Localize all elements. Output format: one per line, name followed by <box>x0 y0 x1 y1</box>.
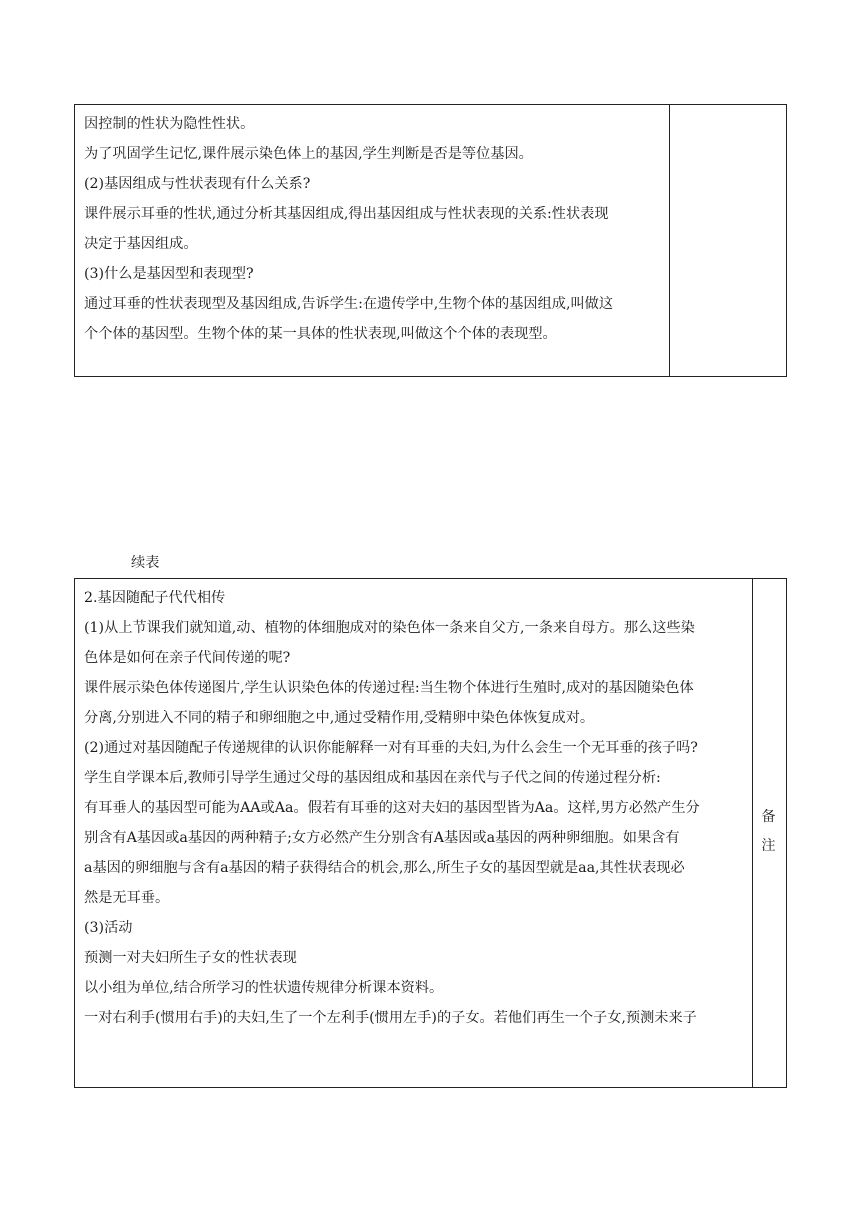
content-line: 通过耳垂的性状表现型及基因组成,告诉学生:在遗传学中,生物个体的基因组成,叫做这 <box>84 296 614 312</box>
content-line: 学生自学课本后,教师引导学生通过父母的基因组成和基因在亲代与子代之间的传递过程分析: <box>84 770 661 786</box>
remark-char: 备 <box>761 809 776 825</box>
content-line: (2)基因组成与性状表现有什么关系? <box>84 176 311 192</box>
content-line: a基因的卵细胞与含有a基因的精子获得结合的机会,那么,所生子女的基因型就是aa,其性状表现必 <box>84 860 685 876</box>
notes-cell-empty <box>668 105 786 376</box>
lesson-content-cell <box>75 105 670 376</box>
content-line: 个个体的基因型。生物个体的某一具体的性状表现,叫做这个个体的表现型。 <box>84 326 557 342</box>
content-line: (3)活动 <box>84 920 133 936</box>
content-line: 以小组为单位,结合所学习的性状遗传规律分析课本资料。 <box>84 980 444 996</box>
content-line: 别含有A基因或a基因的两种精子;女方必然产生分别含有A基因或a基因的两种卵细胞。如果含有 <box>84 830 680 846</box>
content-line: 决定于基因组成。 <box>84 236 198 252</box>
section-heading: 2.基因随配子代代相传 <box>84 590 226 606</box>
content-line: 然是无耳垂。 <box>84 890 170 906</box>
content-line: 因控制的性状为隐性性状。 <box>84 116 255 132</box>
lesson-table-continued <box>74 578 787 1088</box>
content-line: (3)什么是基因型和表现型? <box>84 266 254 282</box>
continued-table-label: 续表 <box>131 555 160 571</box>
content-line: 一对右利手(惯用右手)的夫妇,生了一个左利手(惯用左手)的子女。若他们再生一个子女,预测未来子 <box>84 1010 697 1026</box>
content-line: 预测一对夫妇所生子女的性状表现 <box>84 950 297 966</box>
content-line: 色体是如何在亲子代间传递的呢? <box>84 650 291 666</box>
notes-cell <box>751 579 786 1087</box>
content-line: (1)从上节课我们就知道,动、植物的体细胞成对的染色体一条来自父方,一条来自母方。那么这些染 <box>84 620 695 636</box>
content-line: 课件展示耳垂的性状,通过分析其基因组成,得出基因组成与性状表现的关系:性状表现 <box>84 206 609 222</box>
lesson-content-cell <box>75 579 753 1087</box>
content-line: (2)通过对基因随配子传递规律的认识你能解释一对有耳垂的夫妇,为什么会生一个无耳垂的孩子吗? <box>84 740 698 756</box>
lesson-table-top <box>74 104 787 377</box>
content-line: 为了巩固学生记忆,课件展示染色体上的基因,学生判断是否是等位基因。 <box>84 146 533 162</box>
remark-label <box>751 803 786 861</box>
content-line: 课件展示染色体传递图片,学生认识染色体的传递过程:当生物个体进行生殖时,成对的基因随染色体 <box>84 680 694 696</box>
remark-char: 注 <box>761 838 776 854</box>
content-line: 分离,分别进入不同的精子和卵细胞之中,通过受精作用,受精卵中染色体恢复成对。 <box>84 710 595 726</box>
content-line: 有耳垂人的基因型可能为AA或Aa。假若有耳垂的这对夫妇的基因型皆为Aa。这样,男方必然产生分 <box>84 800 700 816</box>
